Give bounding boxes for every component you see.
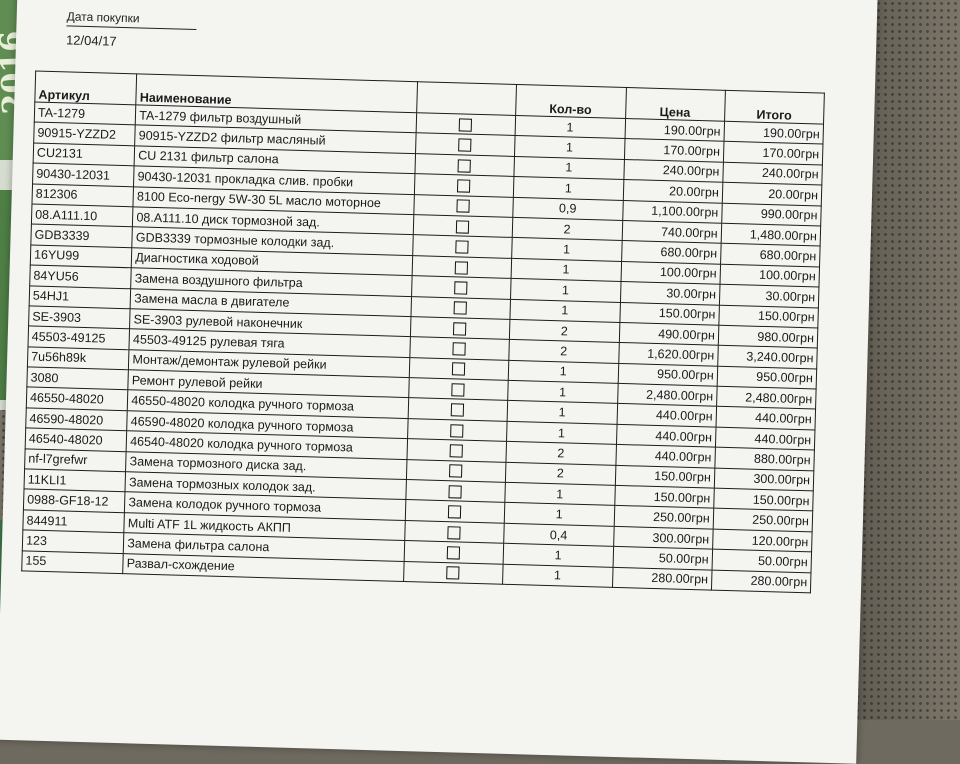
- cell-name: 08.A111.10 диск тормозной зад.: [133, 207, 414, 235]
- cell-name: Multi ATF 1L жидкость АКПП: [124, 513, 405, 541]
- cell-qty: 1: [511, 258, 621, 281]
- cell-qty: 1: [507, 401, 617, 424]
- cell-name: Замена тормозного диска зад.: [126, 451, 407, 479]
- checkbox[interactable]: [455, 261, 468, 274]
- cell-price: 1,100.00грн: [622, 200, 722, 223]
- checkbox[interactable]: [448, 505, 461, 518]
- cell-total: 440.00грн: [716, 407, 816, 430]
- cell-price: 950.00грн: [618, 363, 718, 386]
- checkbox[interactable]: [458, 139, 471, 152]
- checkbox[interactable]: [451, 404, 464, 417]
- cell-name: 45503-49125 рулевая тяга: [129, 329, 410, 357]
- checkbox[interactable]: [449, 465, 462, 478]
- cell-qty: 1: [505, 482, 615, 505]
- cell-check: [414, 174, 514, 197]
- cell-qty: 1: [504, 503, 614, 526]
- cell-sku: 46590-48020: [26, 408, 128, 431]
- cell-sku: 08.A111.10: [31, 204, 133, 227]
- cell-total: 100.00грн: [720, 264, 820, 287]
- cell-total: 280.00грн: [711, 570, 811, 593]
- cell-price: 150.00грн: [620, 302, 720, 325]
- cell-price: 440.00грн: [617, 404, 717, 427]
- cell-name: TA-1279 фильтр воздушный: [136, 105, 417, 133]
- cell-total: 250.00грн: [713, 509, 813, 532]
- checkbox[interactable]: [446, 567, 459, 580]
- header-sku: Артикул: [35, 71, 137, 105]
- checkbox[interactable]: [449, 485, 462, 498]
- cell-total: 880.00грн: [715, 447, 815, 470]
- cell-qty: 1: [503, 543, 613, 566]
- cell-name: Замена фильтра салона: [124, 533, 405, 561]
- cell-name: SE-3903 рулевой наконечник: [130, 309, 411, 337]
- cell-name: 46540-48020 колодка ручного тормоза: [126, 431, 407, 459]
- cell-price: 170.00грн: [624, 139, 724, 162]
- cell-check: [412, 255, 512, 278]
- cell-check: [412, 235, 512, 258]
- cell-total: 950.00грн: [717, 366, 817, 389]
- cell-total: 990.00грн: [722, 203, 822, 226]
- checkbox[interactable]: [458, 159, 471, 172]
- cell-sku: 46540-48020: [25, 428, 127, 451]
- cell-price: 50.00грн: [613, 547, 713, 570]
- purchase-date-value: 12/04/17: [65, 32, 117, 49]
- cell-total: 980.00грн: [718, 325, 818, 348]
- sheet-header: [66, 9, 857, 69]
- header-check: [416, 82, 516, 116]
- cell-total: 680.00грн: [720, 244, 820, 267]
- cell-sku: TA-1279: [34, 102, 136, 125]
- cell-qty: 1: [506, 421, 616, 444]
- cell-sku: GDB3339: [31, 224, 133, 247]
- cell-sku: 45503-49125: [28, 326, 130, 349]
- cell-total: 440.00грн: [715, 427, 815, 450]
- cell-qty: 1: [514, 156, 624, 179]
- cell-check: [411, 276, 511, 299]
- cell-sku: 844911: [23, 510, 125, 533]
- cell-sku: 0988-GF18-12: [23, 489, 125, 512]
- cell-total: 240.00грн: [723, 162, 823, 185]
- cell-check: [410, 317, 510, 340]
- cell-qty: 1: [515, 115, 625, 138]
- cell-qty: 2: [509, 340, 619, 363]
- cell-price: 680.00грн: [621, 241, 721, 264]
- cell-check: [408, 378, 508, 401]
- cell-check: [409, 357, 509, 380]
- header-price: Цена: [625, 88, 725, 122]
- checkbox[interactable]: [447, 546, 460, 559]
- cell-price: 250.00грн: [614, 506, 714, 529]
- cell-total: 50.00грн: [712, 549, 812, 572]
- purchase-date-label: Дата покупки: [66, 9, 140, 26]
- cell-qty: 2: [512, 217, 622, 240]
- cell-name: Развал-схождение: [123, 553, 404, 581]
- checkbox[interactable]: [453, 322, 466, 335]
- cell-check: [403, 561, 503, 584]
- cell-check: [413, 215, 513, 238]
- cell-sku: 7u56h89k: [27, 347, 129, 370]
- cell-name: CU 2131 фильтр салона: [134, 146, 415, 174]
- cell-price: 440.00грн: [616, 445, 716, 468]
- cell-total: 190.00грн: [724, 121, 824, 144]
- cell-sku: 90430-12031: [33, 163, 135, 186]
- cell-sku: 46550-48020: [26, 387, 128, 410]
- cell-check: [415, 153, 515, 176]
- cell-qty: 1: [513, 177, 623, 200]
- cell-qty: 1: [510, 279, 620, 302]
- cell-total: 150.00грн: [714, 488, 814, 511]
- cell-price: 30.00грн: [620, 282, 720, 305]
- checkbox[interactable]: [450, 444, 463, 457]
- cell-total: 30.00грн: [719, 284, 819, 307]
- cell-check: [413, 194, 513, 217]
- cell-qty: 1: [514, 136, 624, 159]
- cell-qty: 2: [509, 319, 619, 342]
- cell-check: [407, 418, 507, 441]
- cell-price: 490.00грн: [619, 322, 719, 345]
- cell-sku: 54HJ1: [29, 285, 131, 308]
- cell-sku: nf-l7grefwr: [25, 449, 127, 472]
- cell-sku: 812306: [32, 184, 134, 207]
- cell-total: 300.00грн: [714, 468, 814, 491]
- checkbox[interactable]: [453, 342, 466, 355]
- cell-price: 1,620.00грн: [618, 343, 718, 366]
- cell-name: Монтаж/демонтаж рулевой рейки: [129, 349, 410, 377]
- cell-total: 170.00грн: [723, 142, 823, 165]
- checkbox[interactable]: [454, 281, 467, 294]
- checkbox[interactable]: [455, 240, 468, 253]
- cell-check: [408, 398, 508, 421]
- cell-price: 2,480.00грн: [617, 383, 717, 406]
- cell-price: 190.00грн: [625, 119, 725, 142]
- cell-price: 740.00грн: [622, 220, 722, 243]
- cell-total: 3,240.00грн: [718, 345, 818, 368]
- cell-sku: 90915-YZZD2: [34, 122, 136, 145]
- cell-name: 46550-48020 колодка ручного тормоза: [128, 390, 409, 418]
- cell-check: [411, 296, 511, 319]
- cell-sku: 11KLI1: [24, 469, 126, 492]
- cell-qty: 1: [510, 299, 620, 322]
- checkbox[interactable]: [457, 200, 470, 213]
- cell-name: Замена тормозных колодок зад.: [125, 472, 406, 500]
- cell-check: [405, 480, 505, 503]
- checkbox[interactable]: [454, 302, 467, 315]
- checkbox[interactable]: [447, 526, 460, 539]
- cell-check: [406, 459, 506, 482]
- cell-price: 240.00грн: [624, 159, 724, 182]
- checkbox[interactable]: [452, 363, 465, 376]
- cell-name: Ремонт рулевой рейки: [128, 370, 409, 398]
- cell-check: [407, 439, 507, 462]
- cell-total: 20.00грн: [722, 182, 822, 205]
- cell-check: [416, 113, 516, 136]
- cell-check: [404, 520, 504, 543]
- checkbox[interactable]: [450, 424, 463, 437]
- header-qty: Кол-во: [515, 84, 626, 118]
- cell-qty: 1: [508, 360, 618, 383]
- cell-name: 46590-48020 колодка ручного тормоза: [127, 411, 408, 439]
- cell-price: 150.00грн: [614, 485, 714, 508]
- cell-price: 20.00грн: [623, 180, 723, 203]
- cell-price: 280.00грн: [612, 567, 712, 590]
- cell-sku: CU2131: [33, 143, 135, 166]
- cell-total: 2,480.00грн: [716, 386, 816, 409]
- cell-price: 100.00грн: [621, 261, 721, 284]
- cell-total: 120.00грн: [712, 529, 812, 552]
- cell-price: 150.00грн: [615, 465, 715, 488]
- cell-check: [415, 133, 515, 156]
- checkbox[interactable]: [456, 220, 469, 233]
- cell-name: 8100 Eco-nergy 5W-30 5L масло моторное: [133, 186, 414, 214]
- cell-qty: 2: [505, 462, 615, 485]
- cell-price: 300.00грн: [613, 526, 713, 549]
- header-total: Итого: [724, 90, 824, 124]
- header-name: Наименование: [136, 74, 417, 113]
- checkbox[interactable]: [457, 179, 470, 192]
- cell-qty: 1: [511, 238, 621, 261]
- cell-qty: 1: [502, 564, 612, 587]
- cell-sku: 3080: [27, 367, 129, 390]
- cell-sku: 155: [22, 550, 124, 573]
- cell-check: [409, 337, 509, 360]
- cell-total: 1,480.00грн: [721, 223, 821, 246]
- cell-name: GDB3339 тормозные колодки зад.: [132, 227, 413, 255]
- cell-name: Замена воздушного фильтра: [131, 268, 412, 296]
- cell-price: 440.00грн: [616, 424, 716, 447]
- cell-name: Замена масла в двигателе: [130, 288, 411, 316]
- cell-qty: 1: [507, 380, 617, 403]
- items-table: [21, 71, 825, 594]
- cell-qty: 0,4: [503, 523, 613, 546]
- checkbox[interactable]: [451, 383, 464, 396]
- cell-name: 90915-YZZD2 фильтр масляный: [135, 125, 416, 153]
- cell-name: Диагностика ходовой: [132, 248, 413, 276]
- checkbox[interactable]: [459, 118, 472, 131]
- cell-total: 150.00грн: [719, 305, 819, 328]
- cell-sku: 16YU99: [30, 245, 132, 268]
- cell-check: [404, 541, 504, 564]
- cell-name: 90430-12031 прокладка слив. пробки: [134, 166, 415, 194]
- cell-qty: 0,9: [512, 197, 622, 220]
- cell-qty: 2: [506, 442, 616, 465]
- cell-sku: SE-3903: [29, 306, 131, 329]
- cell-sku: 123: [22, 530, 124, 553]
- cell-sku: 84YU56: [30, 265, 132, 288]
- cell-check: [405, 500, 505, 523]
- cell-name: Замена колодок ручного тормоза: [125, 492, 406, 520]
